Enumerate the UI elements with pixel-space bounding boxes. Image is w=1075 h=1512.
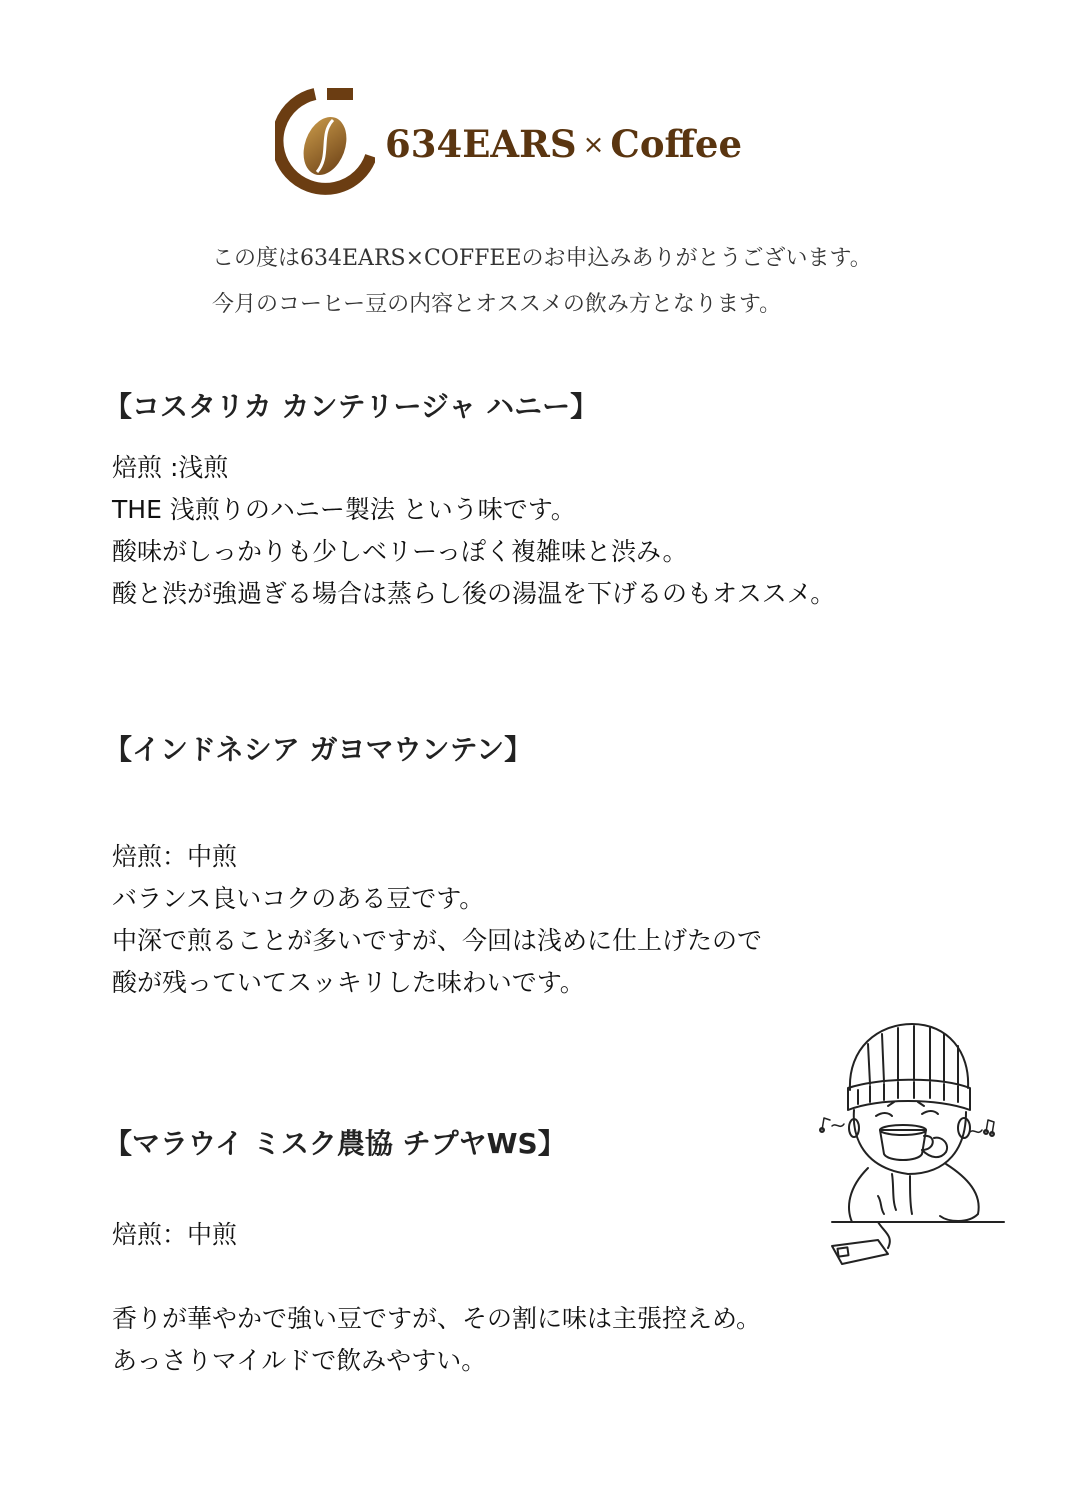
section-2-body [112,836,762,1004]
section-1-title: 【コスタリカ カンテリージャ ハニー】 [104,390,599,423]
section-2-line-2: 中深で煎ることが多いですが、今回は浅めに仕上げたので [112,926,763,955]
section-3-title: 【マラウイ ミスク農協 チプヤWS】 [104,1127,566,1160]
section-3-line-1: 香りが華やかで強い豆ですが、その割に味は主張控えめ。 [112,1304,762,1333]
section-2-line-1: バランス良いコクのある豆です。 [112,884,485,913]
brand-times: × [582,130,605,160]
brand-suffix: Coffee [610,122,742,166]
section-1-body [112,447,835,615]
section-3-roast: 焙煎：中煎 [112,1220,238,1249]
section-3-roast-block [112,1214,237,1256]
brand-name: 634EARS [385,122,577,166]
section-3-line-2: あっさりマイルドで飲みやすい。 [112,1346,487,1375]
intro-line-2: 今月のコーヒー豆の内容とオススメの飲み方となります。 [212,292,782,317]
intro-line-1: この度は634EARS×COFFEEのお申込みありがとうございます。 [212,246,872,271]
section-2-line-3: 酸が残っていてスッキリした味わいです。 [112,968,585,997]
brand-wordmark [385,122,742,166]
section-1-line-1: THE 浅煎りのハニー製法 という味です。 [112,495,576,524]
section-1-roast: 焙煎 :浅煎 [112,453,229,482]
section-2-roast: 焙煎：中煎 [112,842,238,871]
person-drinking-coffee-illustration [818,1018,1008,1270]
section-2-title: 【インドネシア ガヨマウンテン】 [104,733,533,766]
section-3-body [112,1298,761,1382]
coffee-bean-ring-icon [275,86,375,202]
section-1-line-2: 酸味がしっかりも少しベリーっぽく複雑味と渋み。 [112,537,688,566]
section-1-line-3: 酸と渋が強過ぎる場合は蒸らし後の湯温を下げるのもオススメ。 [112,579,836,608]
brand-logo [275,86,745,202]
intro-text [212,236,932,328]
